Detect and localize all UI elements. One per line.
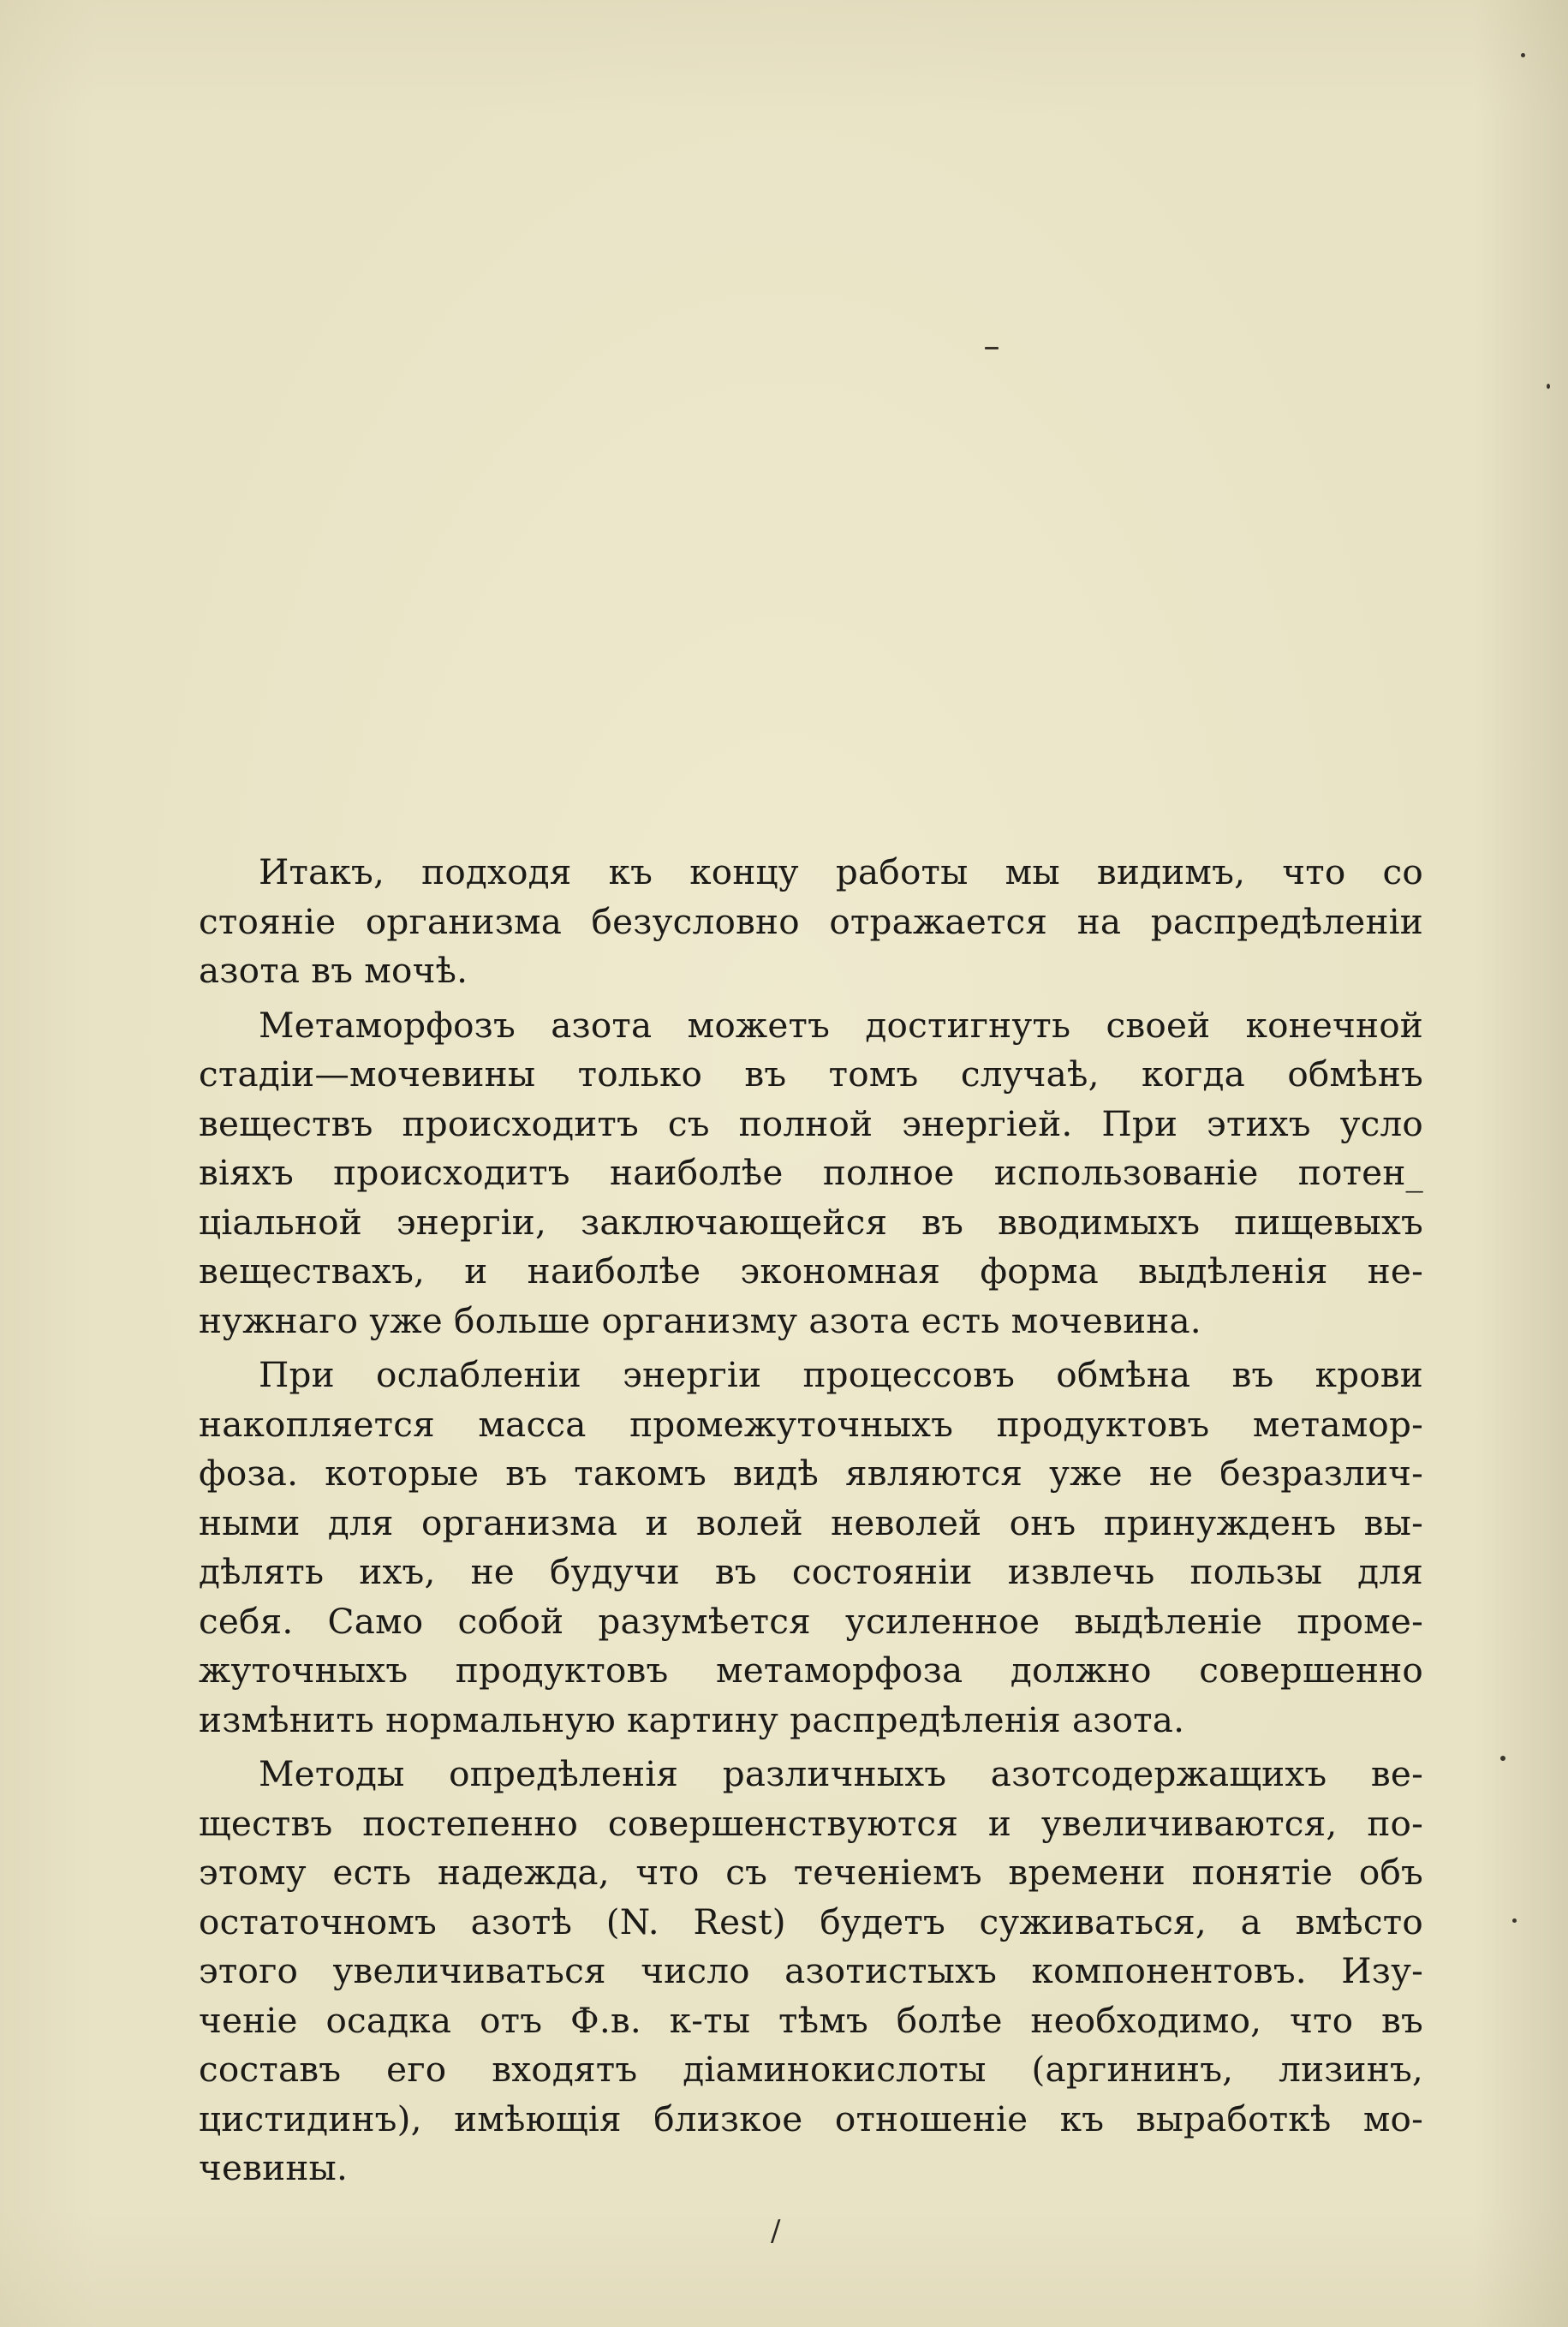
text-line: чевины. [199,2147,349,2188]
scan-speck [985,347,999,349]
text-line: нужнаго уже больше организму азота есть мочевина. [199,1299,1201,1341]
text-line: азота въ мочѣ. [199,950,468,991]
text-line: этому есть надежда, что съ теченіемъ времени понятіе объ [199,1852,1423,1893]
paragraph-2 [199,1001,1423,1346]
text-line: При ослабленіи энергіи процессовъ обмѣна въ крови [259,1354,1423,1395]
paragraph-3 [199,1351,1423,1745]
text-line: накопляется масса промежуточныхъ продуктовъ метамор- [199,1403,1423,1445]
text-line: этого увеличиваться число азотистыхъ компонентовъ. Изу- [199,1950,1423,1991]
body-text [199,848,1423,2193]
scan-speck [1512,1918,1517,1923]
text-line: остаточномъ азотѣ (N. Rest) будетъ суживаться, а вмѣсто [199,1900,1423,1942]
scan-speck [1547,384,1550,389]
text-line: Методы опредѣленія различныхъ азотсодержащихъ ве- [259,1753,1423,1794]
text-line: ществъ постепенно совершенствуются и увеличиваются, по- [199,1802,1423,1844]
text-line: ными для организма и волей неволей онъ принужденъ вы- [199,1501,1423,1543]
text-line: віяхъ происходитъ наиболѣе полное использованіе потен_ [199,1152,1423,1193]
text-line: веществахъ, и наиболѣе экономная форма выдѣленія не- [199,1250,1423,1292]
text-line: Метаморфозъ азота можетъ достигнуть своей конечной [259,1004,1423,1046]
text-line: составъ его входятъ діаминокислоты (аргининъ, лизинъ, [199,2049,1423,2090]
paragraph-1 [199,848,1423,996]
text-line: измѣнить нормальную картину распредѣленія азота. [199,1698,1185,1740]
text-line: ченіе осадка отъ Ф.в. к-ты тѣмъ болѣе необходимо, что въ [199,1999,1423,2041]
text-line: себя. Само собой разумѣется усиленное выдѣленіе проме- [199,1600,1423,1642]
text-line: ціальной энергіи, заключающейся въ вводимыхъ пищевыхъ [199,1201,1423,1243]
paragraph-4 [199,1750,1423,2193]
text-line: веществъ происходитъ съ полной энергіей. При этихъ усло [199,1102,1423,1144]
text-line: цистидинъ), имѣющія близкое отношеніе къ выработкѣ мо- [199,2097,1423,2139]
text-line: фоза. которые въ такомъ видѣ являются уже не безразлич- [199,1453,1423,1494]
page-folio-mark: / [771,2214,781,2248]
text-line: дѣлять ихъ, не будучи въ состояніи извлечь пользы для [199,1551,1423,1592]
text-line: стадіи—мочевины только въ томъ случаѣ, когда обмѣнъ [199,1053,1423,1095]
text-line: Итакъ, подходя къ концу работы мы видимъ, что со [259,851,1423,892]
text-line: жуточныхъ продуктовъ метаморфоза должно совершенно [199,1650,1423,1691]
scan-speck [1500,1756,1505,1761]
scan-speck [1521,53,1525,57]
text-line: стояніе организма безусловно отражается на распредѣленіи [199,900,1423,942]
